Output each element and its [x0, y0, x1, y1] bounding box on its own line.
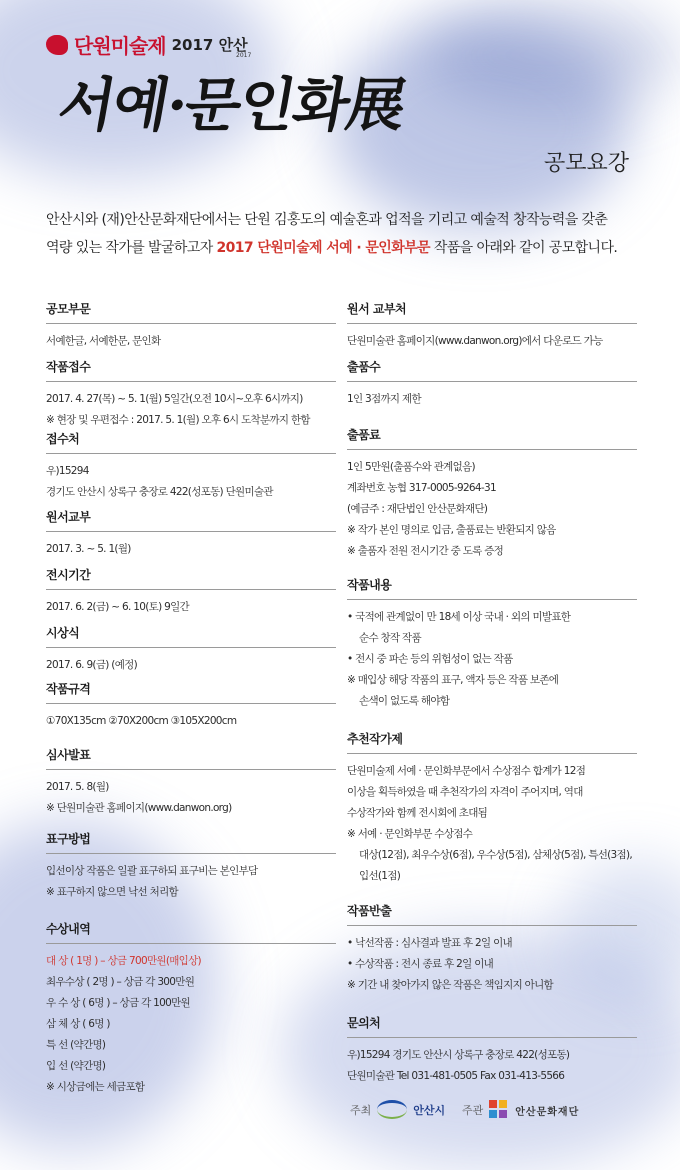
section-submission [46, 358, 346, 431]
divider [46, 943, 336, 944]
watercolor-wash [420, 0, 680, 110]
award-note: ※ 시상금에는 세금포함 [46, 1081, 145, 1093]
section-heading: 수상내역 [46, 922, 91, 936]
divider [347, 599, 637, 600]
ansan-city-logo-icon [377, 1100, 407, 1119]
intro-text: 역량 있는 작가를 발굴하고자 [46, 240, 217, 256]
section-line: 이상을 획득하였을 때 추천작가의 자격이 주어지며, 역대 [347, 786, 583, 798]
section-awards [46, 920, 346, 1098]
section-exhibition [46, 566, 346, 618]
organizer-label: 주관 [462, 1104, 484, 1117]
section-line: 단원미술관 홈페이지(www.danwon.org)에서 다운로드 가능 [347, 335, 603, 347]
logo-year: 2017 안산 [171, 36, 248, 54]
section-entry-fee [347, 426, 647, 562]
divider [347, 449, 637, 450]
section-work-content [347, 576, 647, 712]
divider [46, 647, 336, 648]
section-line: 2017. 5. 8(월) [46, 781, 109, 793]
host-logo [350, 1100, 445, 1119]
divider [46, 323, 336, 324]
section-line: ※ 기간 내 찾아가지 않은 작품은 책임지지 아니함 [347, 979, 553, 991]
award-grand-prize: 대 상 ( 1명 ) – 상금 700만원(매입상) [46, 955, 201, 967]
section-line: 대상(12점), 최우수상(6점), 우수상(5점), 삼체상(5점), 특선(3점), [359, 849, 633, 861]
section-contact [347, 1014, 647, 1087]
divider [46, 589, 336, 590]
host-label: 주최 [350, 1103, 372, 1117]
divider [347, 323, 637, 324]
section-form-download [347, 300, 647, 352]
section-line: 경기도 안산시 상록구 충장로 422(성포동) 단원미술관 [46, 486, 273, 498]
section-line: 단원미술제 서예 · 문인화부문에서 수상점수 합계가 12점 [347, 765, 586, 777]
section-heading: 시상식 [46, 626, 80, 640]
section-heading: 작품규격 [46, 682, 91, 696]
intro-highlight: 2017 단원미술제 서예 · 문인화부문 [216, 240, 430, 256]
award-line: 입 선 (약간명) [46, 1060, 106, 1072]
section-ceremony [46, 624, 346, 676]
section-heading: 작품내용 [347, 578, 392, 592]
section-heading: 심사발표 [46, 748, 91, 762]
divider [46, 853, 336, 854]
section-size [46, 680, 346, 732]
section-heading: 전시기간 [46, 568, 91, 582]
section-recommended-artist [347, 730, 647, 887]
section-heading: 추천작가제 [347, 732, 403, 746]
section-line: 2017. 4. 27(목) ~ 5. 1(월) 5일간(오전 10시~오후 6시까지) [46, 393, 303, 405]
section-application [46, 508, 346, 560]
section-announcement [46, 746, 346, 819]
section-reception [46, 430, 346, 503]
divider [347, 1037, 637, 1038]
divider [46, 769, 336, 770]
section-line: 단원미술관 Tel 031-481-0505 Fax 031-413-5566 [347, 1070, 565, 1082]
section-line: • 전시 중 파손 등의 위험성이 없는 작품 [347, 653, 513, 665]
section-line: 수상작가와 함께 전시회에 초대됨 [347, 807, 488, 819]
intro-text: 작품을 아래와 같이 공모합니다. [429, 240, 618, 256]
section-line: ※ 현장 및 우편접수 : 2017. 5. 1(월) 오후 6시 도착분까지 한함 [46, 414, 310, 426]
section-heading: 원서 교부처 [347, 302, 407, 316]
section-entry-count [347, 358, 647, 410]
divider [46, 453, 336, 454]
title-suffix: 공모요강 [544, 151, 630, 176]
award-line: 특 선 (약간명) [46, 1039, 106, 1051]
award-line: 삼 체 상 ( 6명 ) [46, 1018, 110, 1030]
divider [46, 703, 336, 704]
section-line: 우)15294 [46, 465, 89, 477]
cultural-foundation-logo-icon [489, 1100, 509, 1120]
section-line: • 낙선작품 : 심사결과 발표 후 2일 이내 [347, 937, 512, 949]
intro-line: 안산시와 (재)안산문화재단에서는 단원 김홍도의 예술혼과 업적을 기리고 예술적 창작능력을 갖춘 [46, 212, 608, 228]
section-line: ※ 작가 본인 명의로 입금, 출품료는 반환되지 않음 [347, 524, 556, 536]
section-heading: 문의처 [347, 1016, 381, 1030]
host-name: 안산시 [413, 1103, 446, 1117]
section-line: ※ 표구하지 않으면 낙선 처리함 [46, 886, 178, 898]
section-heading: 접수처 [46, 432, 80, 446]
section-line: ※ 단원미술관 홈페이지(www.danwon.org) [46, 802, 232, 814]
section-line: ※ 서예 · 문인화부문 수상점수 [347, 828, 473, 840]
divider [347, 925, 637, 926]
section-framing [46, 830, 346, 903]
section-line: ※ 매입상 해당 작품의 표구, 액자 등은 작품 보존에 [347, 674, 559, 686]
section-line: 입선이상 작품은 일괄 표구하되 표구비는 본인부담 [46, 865, 258, 877]
section-heading: 출품수 [347, 360, 381, 374]
section-category [46, 300, 346, 352]
section-line: 1인 3점까지 제한 [347, 393, 421, 405]
section-line: 2017. 6. 2(금) ~ 6. 10(토) 9일간 [46, 601, 189, 613]
logo-text: 단원미술제 [74, 34, 166, 58]
logo-sub: 2017 [236, 52, 252, 59]
divider [46, 531, 336, 532]
section-heading: 출품료 [347, 428, 381, 442]
section-line: 계좌번호 농협 317-0005-9264-31 [347, 482, 496, 494]
section-line: 손색이 없도록 해야함 [359, 695, 450, 707]
page-title: 서예·문인화展 [53, 71, 410, 139]
divider [347, 753, 637, 754]
intro-line [46, 234, 646, 262]
section-line: 2017. 3. ~ 5. 1(월) [46, 543, 131, 555]
section-line: 서예한글, 서예한문, 문인화 [46, 335, 161, 347]
divider [347, 381, 637, 382]
section-line: ①70X135cm ②70X200cm ③105X200cm [46, 715, 237, 727]
section-heading: 작품접수 [46, 360, 91, 374]
section-line: • 국적에 관계없이 만 18세 이상 국내 · 외의 미발표한 [347, 611, 571, 623]
section-line: 우)15294 경기도 안산시 상록구 충장로 422(성포동) [347, 1049, 570, 1061]
section-line: 순수 창작 작품 [359, 632, 421, 644]
divider [46, 381, 336, 382]
section-heading: 표구방법 [46, 832, 91, 846]
festival-logo [46, 30, 248, 59]
award-line: 최우수상 ( 2명 ) – 상금 각 300만원 [46, 976, 195, 988]
section-line: ※ 출품자 전원 전시기간 중 도록 증정 [347, 545, 504, 557]
section-line: 1인 5만원(출품수와 관계없음) [347, 461, 475, 473]
section-line: 입선(1점) [359, 870, 401, 882]
award-line: 우 수 상 ( 6명 ) – 상금 각 100만원 [46, 997, 190, 1009]
intro-paragraph [46, 206, 646, 262]
section-line: 2017. 6. 9(금) (예정) [46, 659, 137, 671]
section-heading: 공모부문 [46, 302, 91, 316]
organizer-logo [462, 1100, 579, 1120]
danwon-logo-icon [46, 35, 68, 55]
section-work-return [347, 902, 647, 996]
section-line: (예금주 : 재단법인 안산문화재단) [347, 503, 488, 515]
organizer-name: 안산문화재단 [515, 1106, 580, 1118]
section-heading: 원서교부 [46, 510, 91, 524]
section-line: • 수상작품 : 전시 종료 후 2일 이내 [347, 958, 494, 970]
section-heading: 작품반출 [347, 904, 392, 918]
